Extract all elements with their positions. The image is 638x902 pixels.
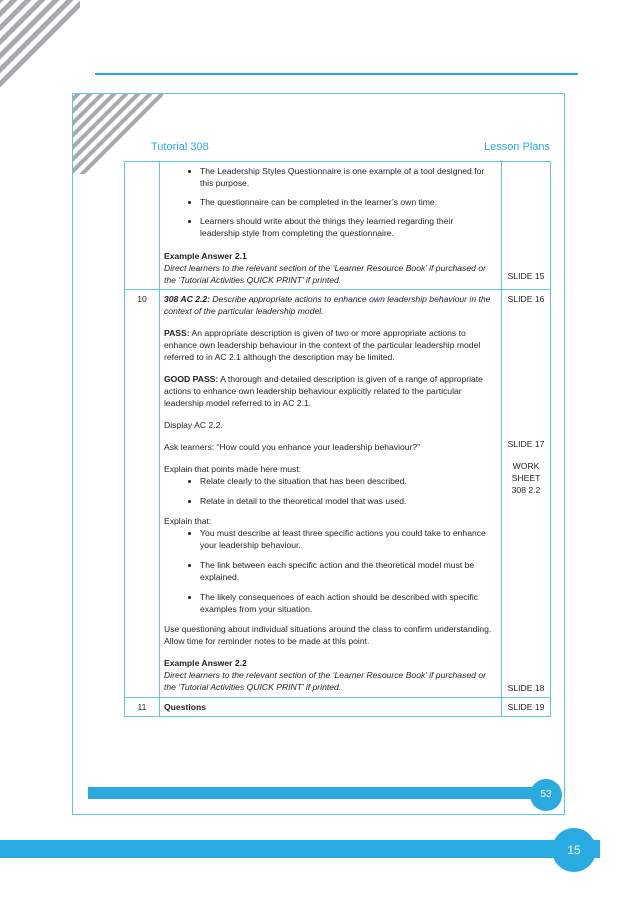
list-item: • Learners should write about the things they learned regarding their leadership style from completing the questionnaire. [200, 215, 497, 239]
bullet-list [164, 527, 497, 615]
example-title: Example Answer 2.2 [164, 658, 247, 668]
explain-instruction: Explain that: [164, 516, 212, 526]
row-content [160, 290, 502, 698]
row-number [125, 162, 160, 290]
example-title: Example Answer 2.1 [164, 251, 247, 261]
display-instruction: Display AC 2.2. [164, 420, 223, 430]
bullet-list [164, 475, 497, 507]
example-text: Direct learners to the relevant section of the ‘Learner Resource Book’ if purchased or the ‘Tutorial Activities QUICK PRINT’ if printed. [164, 263, 486, 285]
decorative-stripes-top [0, 0, 80, 100]
worksheet-label: 308 2.2 [511, 485, 541, 495]
lesson-plan-table [124, 161, 551, 717]
ac-text: Describe appropriate actions to enhance own leadership behaviour in the context of the particular leadership model. [164, 294, 491, 316]
list-item: • You must describe at least three specific actions you could take to enhance your leadership behaviour. [200, 527, 497, 551]
row-number: 11 [125, 698, 160, 717]
list-item: • The Leadership Styles Questionnaire is one example of a tool designed for this purpose. [200, 165, 497, 189]
row-content [160, 698, 502, 717]
row-title: Questions [164, 702, 207, 712]
inner-footer-bar [88, 787, 559, 799]
good-pass-text: A thorough and detailed description is given of a range of appropriate actions to enhance own leadership behaviour explicitly related to the particular leadership model referred to in AC 2.1. [164, 374, 483, 408]
example-text: Direct learners to the relevant section of the ‘Learner Resource Book’ if purchased or the ‘Tutorial Activities QUICK PRINT’ if printed. [164, 670, 486, 692]
good-pass-label: GOOD PASS: [164, 374, 219, 384]
header-tutorial-title: Tutorial 308 [151, 141, 209, 153]
pass-text: An appropriate description is given of two or more appropriate actions to enhance own leadership behaviour in the context of the particular leadership model referred to in AC 2.1 although the description may be limited. [164, 328, 481, 362]
outer-page-number: 15 [552, 828, 596, 872]
slide-cell [502, 698, 551, 717]
slide-label: SLIDE 15 [507, 271, 545, 281]
list-item: • The likely consequences of each action should be described with specific examples from your situation. [200, 591, 497, 615]
outer-footer-bar [0, 840, 600, 858]
worksheet-label: WORK [512, 461, 540, 471]
table-row [125, 162, 551, 290]
slide-label: SLIDE 16 [507, 294, 545, 304]
row-content [160, 162, 502, 290]
pass-label: PASS: [164, 328, 190, 338]
bullet-list [164, 165, 497, 239]
list-item: • Relate clearly to the situation that has been described. [200, 475, 497, 487]
list-item: • The questionnaire can be completed in the learner’s own time. [200, 196, 497, 208]
slide-label: SLIDE 19 [507, 702, 545, 712]
table-row [125, 290, 551, 698]
list-item: • Relate in detail to the theoretical model that was used. [200, 495, 497, 507]
explain-instruction: Explain that points made here must: [164, 464, 302, 474]
slide-label: SLIDE 17 [507, 439, 545, 449]
worksheet-label: SHEET [511, 473, 541, 483]
slide-label: SLIDE 18 [507, 683, 545, 693]
questioning-instruction: Use questioning about individual situations around the class to confirm understanding. Allow time for reminder notes to be made at this point. [164, 624, 492, 646]
ac-code: 308 AC 2.2: [164, 294, 211, 304]
inner-page-number: 53 [530, 779, 562, 811]
header-section-title: Lesson Plans [483, 141, 550, 153]
ask-instruction: Ask learners: “How could you enhance your leadership behaviour?” [164, 442, 421, 452]
top-rule [95, 73, 578, 75]
list-item: • The link between each specific action and the theoretical model must be explained. [200, 559, 497, 583]
slide-cell [502, 290, 551, 698]
slide-cell [502, 162, 551, 290]
row-number: 10 [125, 290, 160, 698]
table-row [125, 698, 551, 717]
